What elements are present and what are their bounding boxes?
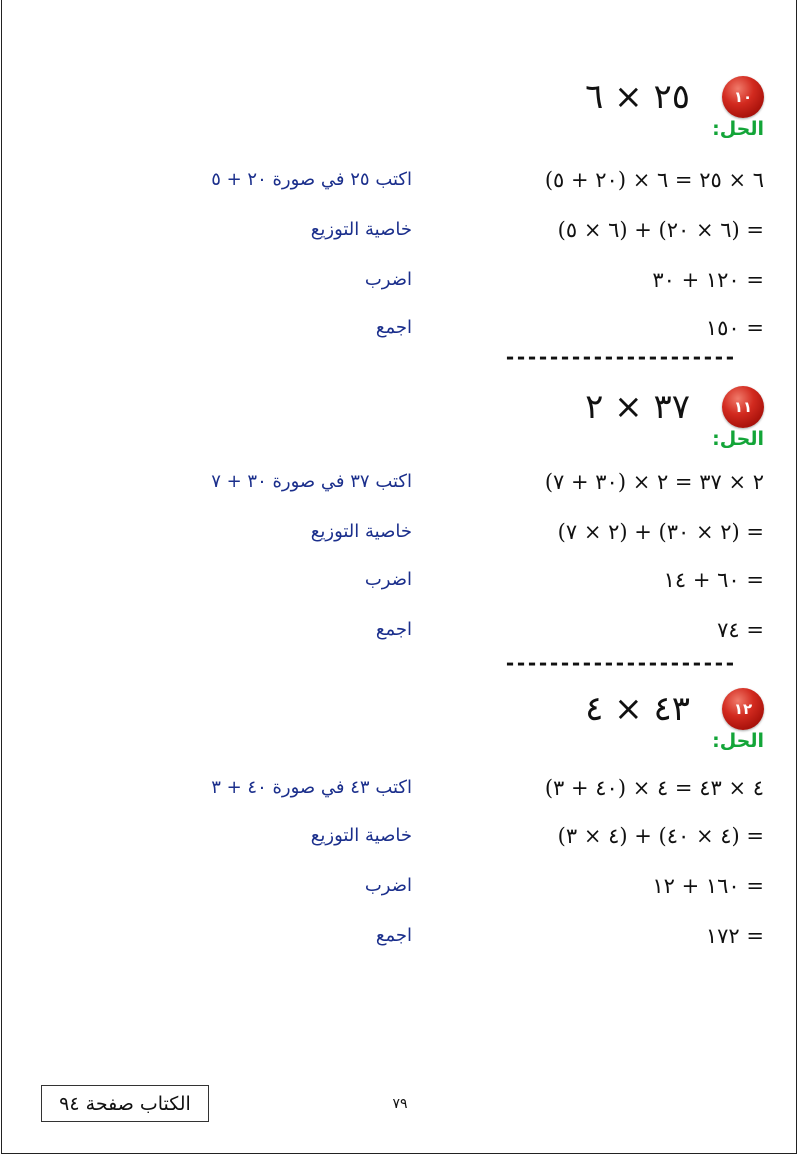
book-page-reference: الكتاب صفحة ٩٤ [41,1085,209,1122]
solution-step [0,164,800,196]
step-math: = ١٧٢ [705,924,764,948]
step-note: اكتب ٢٥ في صورة ٢٠ + ٥ [211,169,412,190]
step-note: اضرب [364,569,412,590]
step-math: ٤ × ٤٣ = ٤ × (٤٠ + ٣) [544,776,764,800]
problem-11 [0,386,800,686]
solution-step [0,516,800,548]
solution-step [0,820,800,852]
step-note: اكتب ٣٧ في صورة ٣٠ + ٧ [211,471,412,492]
solution-step [0,264,800,296]
problem-10 [0,76,800,376]
step-note: خاصية التوزيع [310,521,412,542]
step-note: خاصية التوزيع [310,219,412,240]
step-math: = (٢ × ٣٠) + (٢ × ٧) [557,520,764,544]
solution-step [0,312,800,344]
solution-step [0,870,800,902]
page-number: ٧٩ [392,1096,408,1112]
step-math: = ١٦٠ + ١٢ [652,874,764,898]
solution-step [0,920,800,952]
solution-step [0,466,800,498]
step-note: خاصية التوزيع [310,825,412,846]
solution-label: الحل: [712,428,764,450]
problem-number-badge: ١٠ [722,76,764,118]
step-note: اجمع [375,619,412,640]
step-math: = (٦ × ٢٠) + (٦ × ٥) [557,218,764,242]
problem-number-badge: ١١ [722,386,764,428]
step-math: = ٧٤ [717,618,764,642]
section-separator: --------------------- [504,345,735,369]
problem-expression: ٣٧ × ٢ [585,387,690,427]
step-note: اضرب [364,875,412,896]
solution-label: الحل: [712,730,764,752]
solution-step [0,564,800,596]
solution-step [0,214,800,246]
step-math: ٢ × ٣٧ = ٢ × (٣٠ + ٧) [544,470,764,494]
solution-label: الحل: [712,118,764,140]
step-math: = ٦٠ + ١٤ [663,568,764,592]
step-note: اجمع [375,317,412,338]
step-math: = ١٥٠ [705,316,764,340]
step-math: = (٤ × ٤٠) + (٤ × ٣) [557,824,764,848]
problem-number-badge: ١٢ [722,688,764,730]
step-note: اضرب [364,269,412,290]
problem-12 [0,688,800,988]
step-math: ٦ × ٢٥ = ٦ × (٢٠ + ٥) [544,168,764,192]
step-note: اجمع [375,925,412,946]
section-separator: --------------------- [504,651,735,675]
solution-step [0,614,800,646]
step-math: = ١٢٠ + ٣٠ [652,268,764,292]
step-note: اكتب ٤٣ في صورة ٤٠ + ٣ [211,777,412,798]
problem-expression: ٤٣ × ٤ [585,689,690,729]
solution-step [0,772,800,804]
problem-expression: ٢٥ × ٦ [585,77,690,117]
